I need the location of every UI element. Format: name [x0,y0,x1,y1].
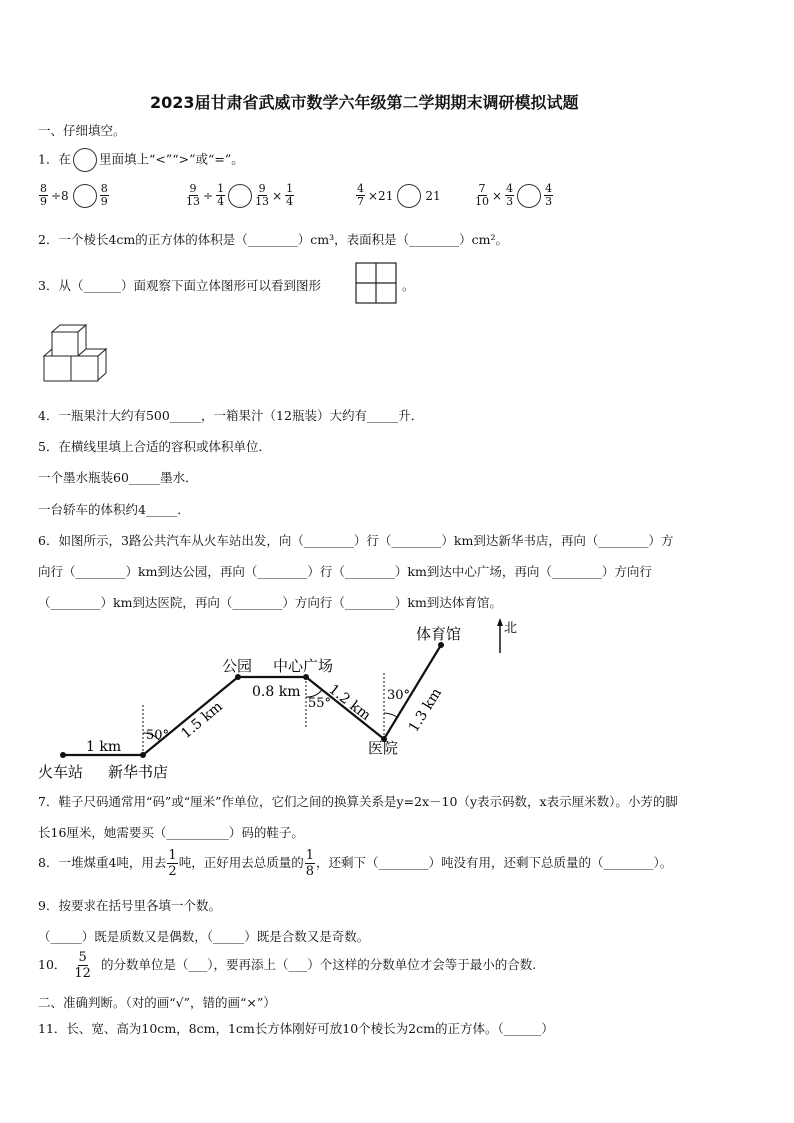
question-6-line-3: （________）km到达医院，再向（________）方向行（________）km到达体育馆。 [38,595,502,610]
north-label: 北 [504,621,518,636]
angle-label: 50° [146,728,170,743]
answer-circle[interactable] [517,184,541,208]
fraction: $\frac{7}{10}$ [475,182,489,208]
hospital-label: 医院 [368,739,399,757]
route-map [0,615,794,785]
question-7-line-2: 长16厘米，她需要买（__________）码的鞋子。 [38,825,304,840]
answer-circle[interactable] [397,184,421,208]
station-dot [60,752,66,758]
fraction: $\frac{4}{7}$ [357,182,364,208]
q1-item-3: $\frac{4}{7}$ ×21 21 [357,182,441,208]
park-label: 公园 [222,657,253,675]
answer-circle[interactable] [73,148,97,172]
fraction: $\frac{1}{4}$ [217,182,225,208]
question-6-line-2: 向行（________）km到达公园，再向（________）行（________）km到达中心广场，再向（________）方向行 [38,564,652,579]
fraction: $\frac{5}{12}$ [74,950,91,981]
fraction: $\frac{1}{8}$ [305,848,314,879]
fraction: $\frac{4}{3}$ [545,182,553,208]
north-arrow-icon [497,618,503,626]
question-4: 4．一瓶果汁大约有500_____，一箱果汁（12瓶装）大约有_____升． [38,408,424,423]
fraction: $\frac{9}{13}$ [186,182,200,208]
page-title: 2023届甘肃省武威市数学六年级第二学期期末调研模拟试题 [150,93,579,112]
fraction: $\frac{1}{4}$ [286,182,294,208]
question-2: 2．一个棱长4cm的正方体的体积是（________）cm³，表面积是（________）cm²。 [38,232,508,247]
gym-label: 体育馆 [416,625,462,643]
question-5a: 一个墨水瓶装60_____墨水． [38,470,198,485]
section-heading-1: 一、仔细填空。 [38,123,126,138]
distance-label: 1.2 km [325,681,374,725]
angle-label: 30° [387,688,411,703]
angle-label: 55° [308,696,332,711]
q1-item-1: $\frac{8}{9}$ ÷8 $\frac{8}{9}$ [40,182,108,208]
fraction: $\frac{1}{2}$ [168,848,177,879]
question-10: 10． $\frac{5}{12}$ 的分数单位是（___），要再添上（___）个这样的分数单位才会等于最小的合数. [38,950,537,981]
center-label: 中心广场 [273,657,334,675]
fraction: $\frac{4}{3}$ [506,182,514,208]
q1-item-2: $\frac{9}{13}$ ÷ $\frac{1}{4}$ $\frac{9}{13}$ × $\frac{1}{4}$ [186,182,294,208]
question-3: 3．从（______）面观察下面立体图形可以看到图形 [38,278,321,293]
bookstore-label: 新华书店 [108,763,169,781]
question-8: 8．一堆煤重4吨，用去 $\frac{1}{2}$ 吨，正好用去总质量的 $\frac{1}{8}$ ，还剩下（________）吨没有用，还剩下总质量的（________）。 [38,848,673,879]
distance-label: 1.5 km [178,698,226,743]
distance-label: 0.8 km [252,684,301,700]
question-7-line-1: 7．鞋子尺码通常用“码”或“厘米”作单位，它们之间的换算关系是y=2x－10（y表示码数，x表示厘米数）。小芳的脚 [38,794,678,809]
question-5: 5．在横线里填上合适的容积或体积单位． [38,439,271,454]
question-9a: （_____）既是质数又是偶数，（_____）既是合数又是奇数。 [38,929,370,944]
q3-end: 。 [402,278,415,293]
distance-label: 1 km [86,739,122,755]
section-heading-2: 二、准确判断。（对的画“√”，错的画“×”） [38,995,276,1010]
distance-label: 1.3 km [405,685,446,736]
fraction: $\frac{8}{9}$ [40,182,47,208]
q1-item-4: $\frac{7}{10}$ × $\frac{4}{3}$ $\frac{4}{3}$ [475,182,553,208]
fraction: $\frac{8}{9}$ [100,182,108,208]
question-5b: 一台轿车的体积约4_____． [38,502,190,517]
answer-circle[interactable] [73,184,97,208]
view-grid-figure [355,262,397,304]
question-11: 11．长、宽、高为10cm，8cm，1cm长方体刚好可放10个棱长为2cm的正方体。（______） [38,1021,554,1036]
fraction: $\frac{9}{13}$ [255,182,270,208]
question-1: 1．在 里面填上“<”“>”或“=”。 [38,148,244,172]
cube-stack-figure [40,322,112,388]
answer-circle[interactable] [228,184,252,208]
question-9: 9．按要求在括号里各填一个数。 [38,898,221,913]
question-6-line-1: 6．如图所示，3路公共汽车从火车站出发，向（________）行（________）km到达新华书店，再向（________）方 [38,533,674,548]
station-label: 火车站 [38,763,84,781]
